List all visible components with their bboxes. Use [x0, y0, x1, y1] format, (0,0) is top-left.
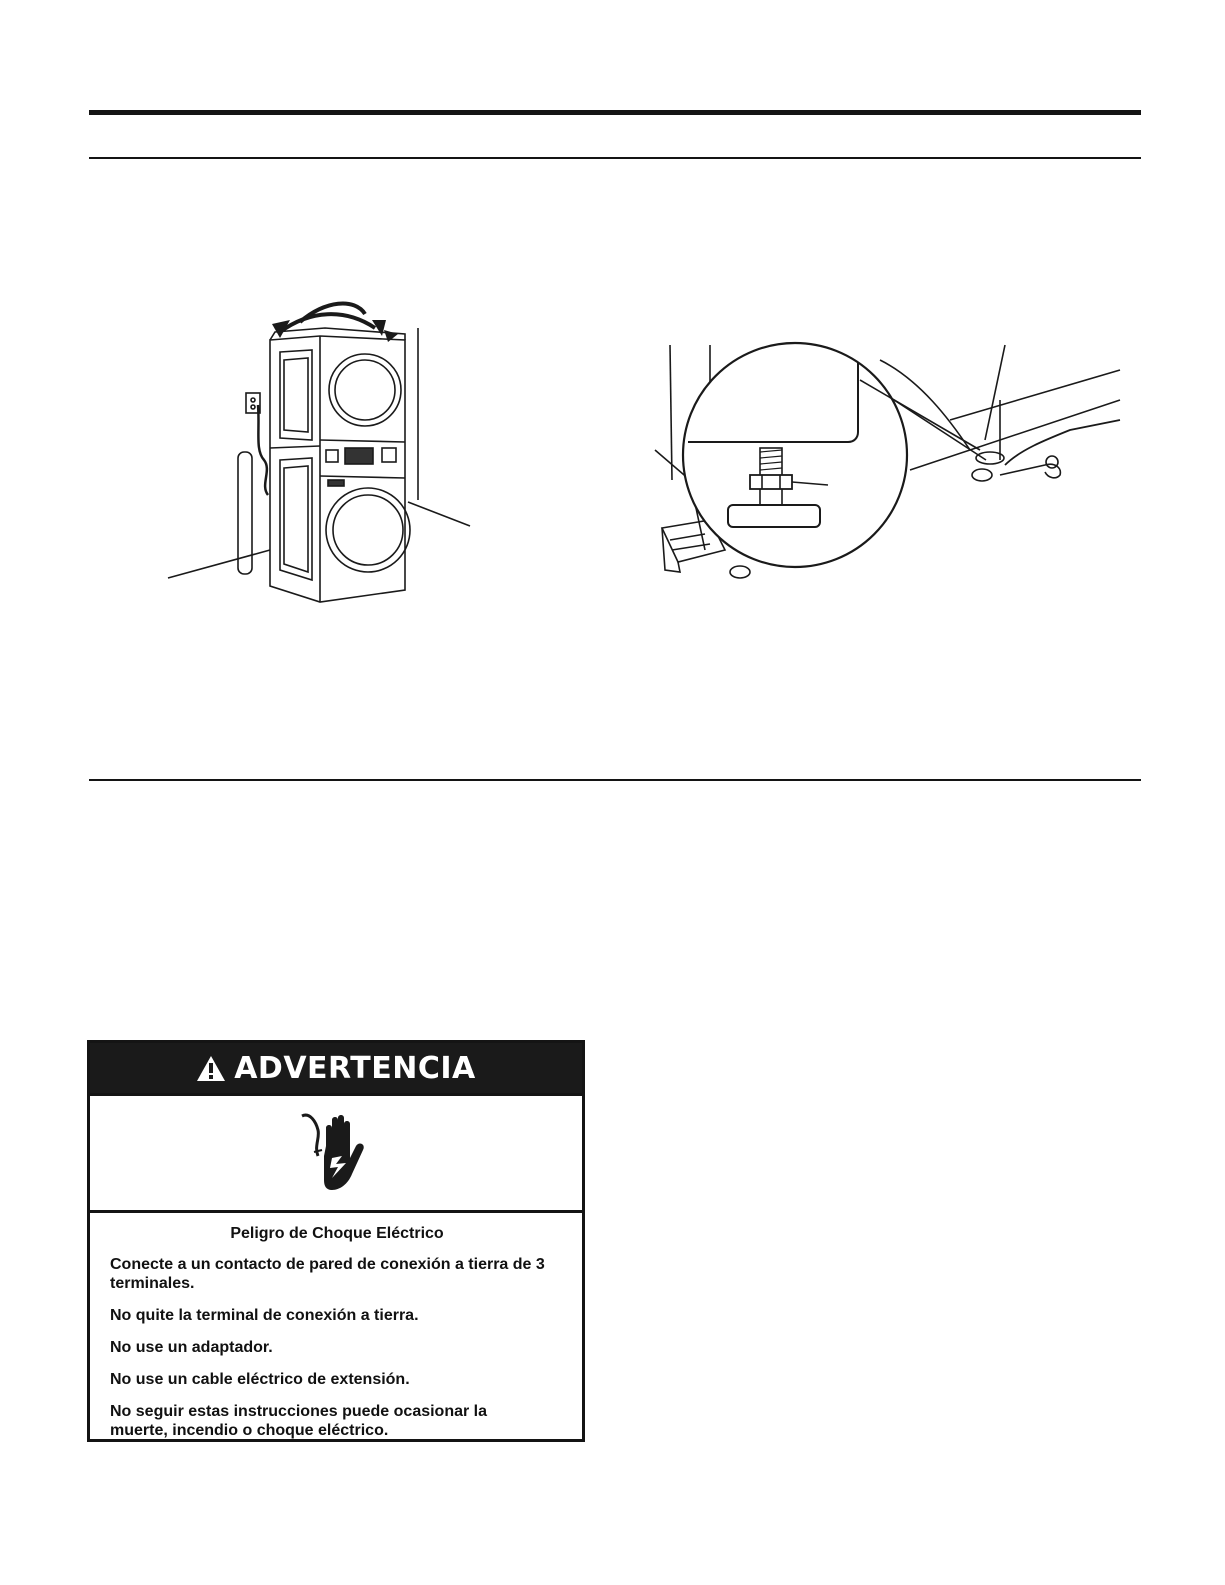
warning-header-text: ADVERTENCIA	[234, 1050, 476, 1086]
leveling-foot-figure	[650, 300, 1130, 590]
stacked-washer-dryer-figure	[160, 290, 480, 615]
warning-header	[90, 1043, 582, 1093]
warning-icon-area	[90, 1096, 582, 1213]
warning-box	[87, 1040, 585, 1442]
warning-item: No use un cable eléctrico de extensión.	[110, 1371, 410, 1388]
warning-body	[90, 1213, 582, 1440]
top-rule	[89, 110, 1141, 115]
section-rule	[89, 779, 1141, 781]
warning-item: No quite la terminal de conexión a tierra.	[110, 1307, 419, 1324]
header-rule	[89, 157, 1141, 159]
warning-title: Peligro de Choque Eléctrico	[230, 1225, 444, 1242]
electrical-shock-hand-icon	[296, 1106, 376, 1201]
warning-item: Conecte a un contacto de pared de conexión a tierra de 3 terminales.	[110, 1256, 545, 1292]
warning-item: No seguir estas instrucciones puede ocasionar la muerte, incendio o choque eléctrico.	[110, 1403, 488, 1439]
warning-triangle-icon	[196, 1055, 226, 1082]
warning-item: No use un adaptador.	[110, 1339, 273, 1356]
